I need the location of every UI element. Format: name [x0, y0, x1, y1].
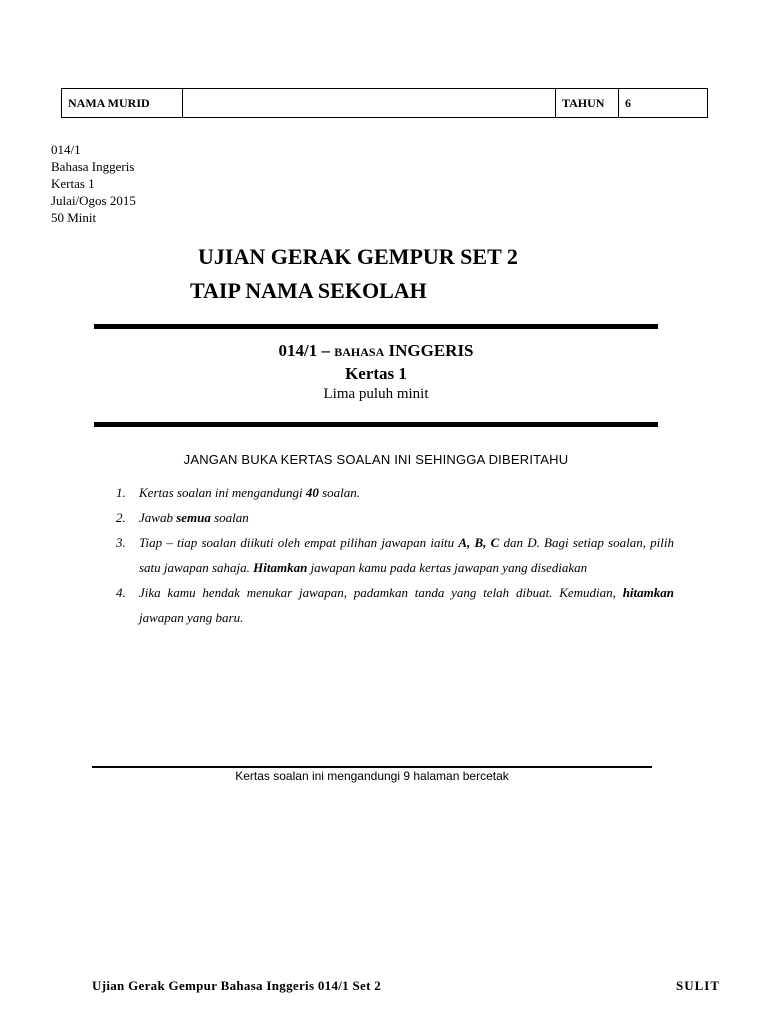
instruction-item	[112, 505, 674, 530]
name-field[interactable]	[183, 89, 556, 118]
paper-code: 014/1 –	[278, 341, 330, 360]
year-value: 6	[619, 89, 708, 118]
instruction-item	[112, 580, 674, 630]
instruction-number: 2.	[116, 510, 126, 525]
pages-note: Kertas soalan ini mengandungi 9 halaman bercetak	[235, 769, 509, 783]
instruction-emphasis: hitamkan	[622, 585, 674, 600]
meta-date: Julai/Ogos 2015	[51, 193, 136, 208]
instruction-text: Jika kamu hendak menukar jawapan, padamkan tanda yang telah dibuat. Kemudian,	[139, 585, 623, 600]
instruction-emphasis: semua	[176, 510, 211, 525]
paper-subject-big: INGGERIS	[388, 341, 474, 360]
instruction-text: jawapan yang baru.	[139, 610, 244, 625]
instruction-number: 3.	[116, 535, 126, 550]
instruction-emphasis: A, B, C	[458, 535, 500, 550]
instructions-list	[112, 480, 674, 630]
paper-number: Kertas 1	[345, 364, 407, 383]
instruction-text: Tiap – tiap soalan diikuti oleh empat pilihan jawapan iaitu	[139, 535, 459, 550]
meta-subject: Bahasa Inggeris	[51, 159, 135, 174]
meta-paper: Kertas 1	[51, 176, 95, 191]
instruction-text: Kertas soalan ini mengandungi	[139, 485, 306, 500]
instruction-emphasis: Hitamkan	[253, 560, 308, 575]
school-name: TAIP NAMA SEKOLAH	[190, 278, 427, 303]
warning-text: JANGAN BUKA KERTAS SOALAN INI SEHINGGA DIBERITAHU	[183, 452, 569, 467]
divider-top	[94, 324, 658, 329]
instruction-text: Jawab	[139, 510, 177, 525]
divider-thin	[92, 766, 652, 768]
instruction-number: 4.	[116, 585, 126, 600]
year-label: TAHUN	[556, 89, 619, 118]
instruction-text: jawapan kamu pada kertas jawapan yang disediakan	[307, 560, 588, 575]
meta-code: 014/1	[51, 142, 81, 157]
paper-duration: Lima puluh minit	[323, 386, 429, 402]
instruction-item	[112, 530, 674, 580]
divider-bottom	[94, 422, 658, 427]
instruction-item	[112, 480, 674, 505]
instruction-text: soalan	[210, 510, 249, 525]
paper-code-line	[94, 341, 658, 361]
exam-title: UJIAN GERAK GEMPUR SET 2	[198, 244, 518, 269]
footer-classification: SULIT	[675, 978, 720, 993]
instruction-emphasis: 40	[305, 485, 319, 500]
instruction-text: dan D. Bagi setiap soalan, pilih satu jawapan sahaja.	[139, 535, 675, 575]
footer-title: Ujian Gerak Gempur Bahasa Inggeris 014/1 Set 2	[92, 978, 382, 993]
meta-duration: 50 Minit	[51, 210, 97, 225]
student-info-table	[61, 88, 708, 118]
instruction-text: soalan.	[318, 485, 361, 500]
paper-meta	[51, 141, 136, 226]
name-label: NAMA MURID	[62, 89, 183, 118]
paper-subject-small: BAHASA	[334, 345, 385, 359]
instruction-number: 1.	[116, 485, 126, 500]
